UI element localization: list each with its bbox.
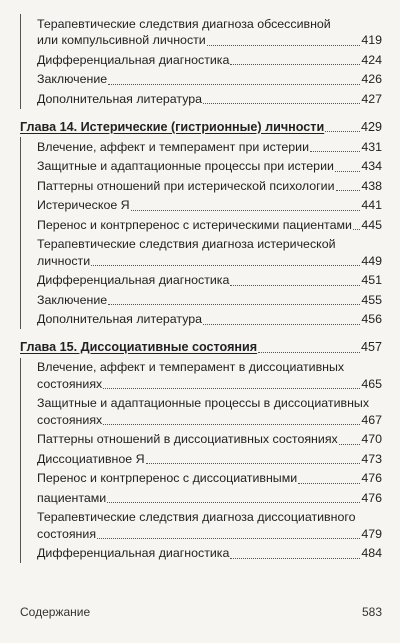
toc-entry xyxy=(37,70,382,90)
toc-chapter-14 xyxy=(20,116,382,138)
toc-entry xyxy=(37,508,382,544)
page-number: 467 xyxy=(361,412,382,427)
page-number: 473 xyxy=(361,451,382,466)
toc-entry xyxy=(37,215,382,235)
toc-entry xyxy=(37,235,382,271)
toc-entry xyxy=(37,449,382,469)
toc-entry xyxy=(37,157,382,177)
page-number: 476 xyxy=(361,490,382,505)
dot-leader xyxy=(146,462,361,464)
entry-title-line2: состояниях xyxy=(37,412,103,427)
entry-title: Паттерны отношений в диссоциативных состояниях xyxy=(37,432,338,446)
page-number: 424 xyxy=(361,52,382,67)
page-footer xyxy=(20,605,382,619)
page-number: 431 xyxy=(361,139,382,154)
dot-leader xyxy=(325,130,360,132)
entry-title: Истерическое Я xyxy=(37,198,130,212)
entry-title: Заключение xyxy=(37,72,108,86)
toc-entry xyxy=(37,50,382,70)
page-number: 427 xyxy=(361,91,382,106)
entry-title-line2: или компульсивной личности xyxy=(37,33,206,47)
dot-leader xyxy=(203,102,360,104)
entry-title: Паттерны отношений при истерической психологии xyxy=(37,178,335,193)
toc-entry xyxy=(37,176,382,196)
entry-title: Влечение, аффект и темперамент при истерии xyxy=(37,139,310,154)
entry-title-line1: Влечение, аффект и темперамент в диссоциативных xyxy=(37,360,345,374)
dot-leader xyxy=(335,170,360,172)
toc-entry xyxy=(37,89,382,109)
page-number: 456 xyxy=(361,312,382,326)
dot-leader xyxy=(97,537,360,539)
dot-leader xyxy=(131,209,361,211)
dot-leader xyxy=(298,482,360,484)
toc-entry xyxy=(37,430,382,450)
page-number: 429 xyxy=(360,119,382,134)
entry-title-line2: личности xyxy=(37,253,91,268)
entry-title: пациентами xyxy=(37,490,107,505)
page-number: 438 xyxy=(361,178,382,193)
entry-title-line1: Терапевтические следствия диагноза истерической xyxy=(37,237,336,251)
entry-title: Дифференциальная диагностика xyxy=(37,52,230,67)
entry-title: Заключение xyxy=(37,292,108,307)
dot-leader xyxy=(207,44,361,46)
dot-leader xyxy=(203,323,360,325)
toc-entry xyxy=(37,137,382,157)
dot-leader xyxy=(230,63,360,65)
entry-title: Дифференциальная диагностика xyxy=(37,546,230,560)
page-number: 449 xyxy=(361,253,382,268)
page-number: 476 xyxy=(361,471,382,485)
dot-leader xyxy=(339,443,361,445)
toc-entry xyxy=(37,271,382,291)
toc-entry xyxy=(37,394,382,430)
entry-title: Дополнительная литература xyxy=(37,91,203,106)
entry-title-line2: состояниях xyxy=(37,376,103,391)
dot-leader xyxy=(353,228,360,230)
toc-entry xyxy=(37,14,382,50)
entry-title: Перенос и контрперенос с диссоциативными xyxy=(37,471,298,485)
entry-title: Дополнительная литература xyxy=(37,312,203,326)
entry-title-line2: состояния xyxy=(37,526,97,541)
page-number: 479 xyxy=(361,526,382,541)
dot-leader xyxy=(336,189,361,191)
toc-entry xyxy=(37,196,382,216)
page-number: 457 xyxy=(360,340,382,354)
dot-leader xyxy=(258,351,360,353)
toc-entry xyxy=(37,310,382,330)
toc-subsection-list xyxy=(20,358,382,564)
toc-subsection-list xyxy=(20,14,382,109)
toc-chapter-15 xyxy=(20,336,382,358)
dot-leader xyxy=(107,501,360,503)
dot-leader xyxy=(103,423,360,425)
dot-leader xyxy=(108,303,360,305)
page-number: 434 xyxy=(361,159,382,173)
toc-entry xyxy=(37,488,382,508)
dot-leader xyxy=(108,83,360,85)
entry-title: Диссоциативное Я xyxy=(37,451,145,466)
entry-title: Дифференциальная диагностика xyxy=(37,273,230,287)
dot-leader xyxy=(103,387,360,389)
toc-entry xyxy=(37,358,382,394)
entry-title-line1: Терапевтические следствия диагноза диссоциативного xyxy=(37,510,356,524)
toc-entry xyxy=(37,469,382,489)
page-number: 419 xyxy=(361,33,382,47)
footer-page-number: 583 xyxy=(361,605,382,619)
page-number: 470 xyxy=(361,432,382,446)
chapter-title: Глава 14. Истерические (гистрионные) личности xyxy=(20,119,325,134)
page-number: 484 xyxy=(361,546,382,560)
chapter-title: Глава 15. Диссоциативные состояния xyxy=(20,340,258,354)
page-number: 426 xyxy=(361,72,382,86)
table-of-contents xyxy=(20,14,382,563)
dot-leader xyxy=(230,557,360,559)
entry-title-line1: Защитные и адаптационные процессы в диссоциативных xyxy=(37,396,370,410)
page-number: 441 xyxy=(361,198,382,212)
footer-section-label: Содержание xyxy=(20,605,91,619)
dot-leader xyxy=(91,264,360,266)
page-number: 445 xyxy=(361,217,382,232)
page-number: 465 xyxy=(361,376,382,391)
toc-entry xyxy=(37,544,382,564)
dot-leader xyxy=(230,284,360,286)
dot-leader xyxy=(310,150,360,152)
toc-entry xyxy=(37,290,382,310)
entry-title: Перенос и контрперенос с истерическими пациентами xyxy=(37,217,352,232)
page-number: 455 xyxy=(361,292,382,307)
page-number: 451 xyxy=(361,273,382,287)
entry-title-line1: Терапевтические следствия диагноза обсессивной xyxy=(37,16,331,31)
toc-subsection-list xyxy=(20,137,382,329)
entry-title: Защитные и адаптационные процессы при истерии xyxy=(37,159,334,173)
